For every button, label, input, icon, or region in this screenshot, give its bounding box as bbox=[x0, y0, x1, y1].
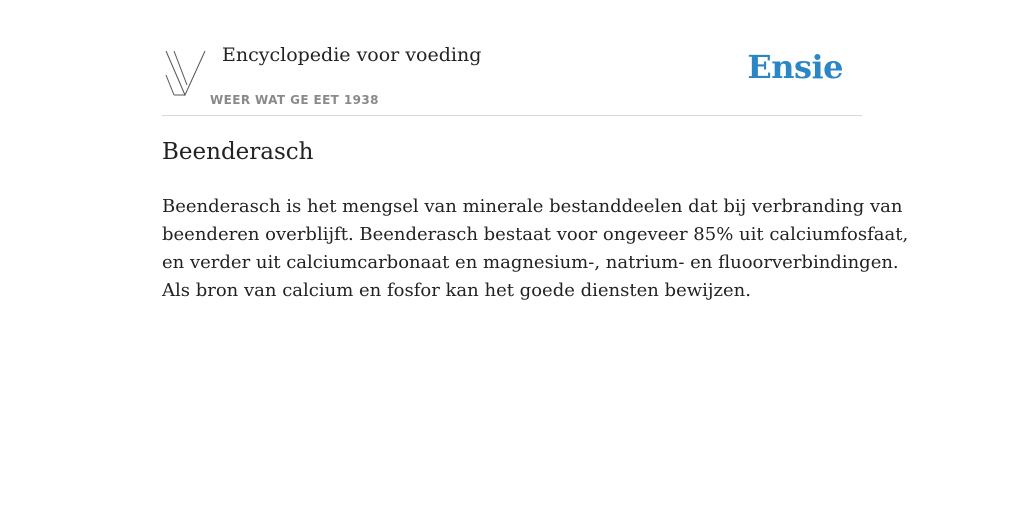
brand-logo[interactable]: Ensie bbox=[747, 48, 843, 86]
entry-body bbox=[162, 193, 909, 305]
entry-body-line: beenderen overblijft. Beenderasch bestaat voor ongeveer 85% uit calciumfosfaat, bbox=[162, 224, 909, 245]
entry-title: Beenderasch bbox=[162, 139, 314, 165]
v-logo-icon[interactable] bbox=[165, 49, 207, 97]
entry-body-line: en verder uit calciumcarbonaat en magnesium-, natrium- en fluoorverbindingen. bbox=[162, 252, 899, 273]
entry-body-line: Als bron van calcium en fosfor kan het goede diensten bewijzen. bbox=[162, 280, 751, 301]
book-subtitle: WEER WAT GE EET 1938 bbox=[210, 93, 379, 107]
book-title[interactable]: Encyclopedie voor voeding bbox=[222, 44, 482, 66]
header bbox=[162, 0, 862, 116]
entry-body-line: Beenderasch is het mengsel van minerale bestanddeelen dat bij verbranding van bbox=[162, 196, 903, 217]
